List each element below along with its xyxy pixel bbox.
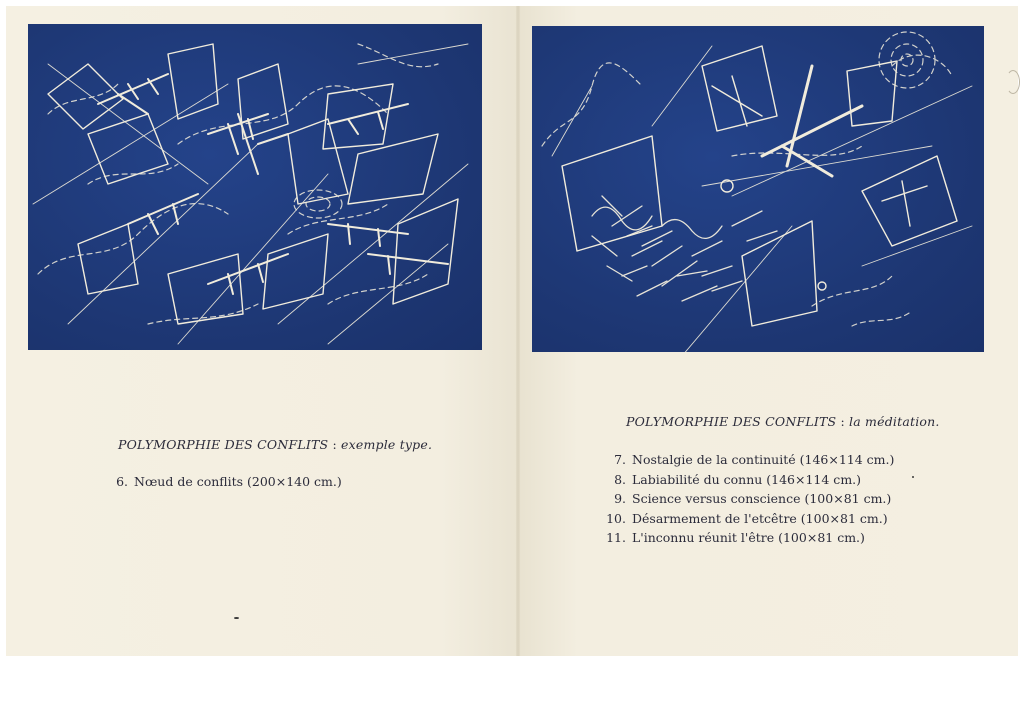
caption-right-separator: :: [836, 414, 850, 429]
work-number: 7.: [614, 452, 626, 467]
list-item: [604, 489, 894, 509]
list-item: [604, 450, 894, 470]
list-item: [604, 528, 894, 548]
book-gutter: [516, 6, 520, 656]
artwork-noeud-de-conflits: [28, 24, 482, 350]
artwork-plate-right: [532, 26, 984, 352]
paper-speck: [912, 476, 914, 478]
paper-speck: [234, 617, 239, 619]
work-title: Labiabilité du connu (146×114 cm.): [632, 471, 862, 487]
work-number: 6.: [116, 474, 128, 489]
caption-left-subtitle: exemple type.: [341, 437, 433, 452]
caption-right-subtitle: la méditation.: [849, 414, 940, 429]
works-list-right: [604, 450, 894, 548]
caption-left: [118, 437, 432, 452]
work-title: L'inconnu réunit l'être (100×81 cm.): [632, 530, 865, 545]
caption-left-separator: :: [328, 437, 342, 452]
artwork-la-meditation: [532, 26, 984, 352]
work-number: 8.: [614, 471, 626, 487]
work-title: Nœud de conflits (200×140 cm.): [134, 474, 342, 489]
work-title: Désarmement de l'etcêtre (100×81 cm.): [632, 510, 888, 526]
works-list-left: [106, 472, 342, 492]
caption-right-title: POLYMORPHIE DES CONFLITS: [626, 414, 837, 429]
caption-left-title: POLYMORPHIE DES CONFLITS: [118, 437, 329, 452]
list-item: [604, 509, 894, 529]
list-item: [106, 472, 342, 492]
artwork-plate-left: [28, 24, 482, 350]
list-item: [604, 470, 894, 490]
work-title: Science versus conscience (100×81 cm.): [632, 491, 892, 506]
binding-mark: [1006, 70, 1020, 94]
work-number: 9.: [614, 491, 626, 506]
work-number: 11.: [606, 530, 626, 545]
caption-right: [626, 414, 940, 429]
work-title: Nostalgie de la continuité (146×114 cm.): [632, 452, 895, 467]
work-number: 10.: [606, 510, 626, 526]
